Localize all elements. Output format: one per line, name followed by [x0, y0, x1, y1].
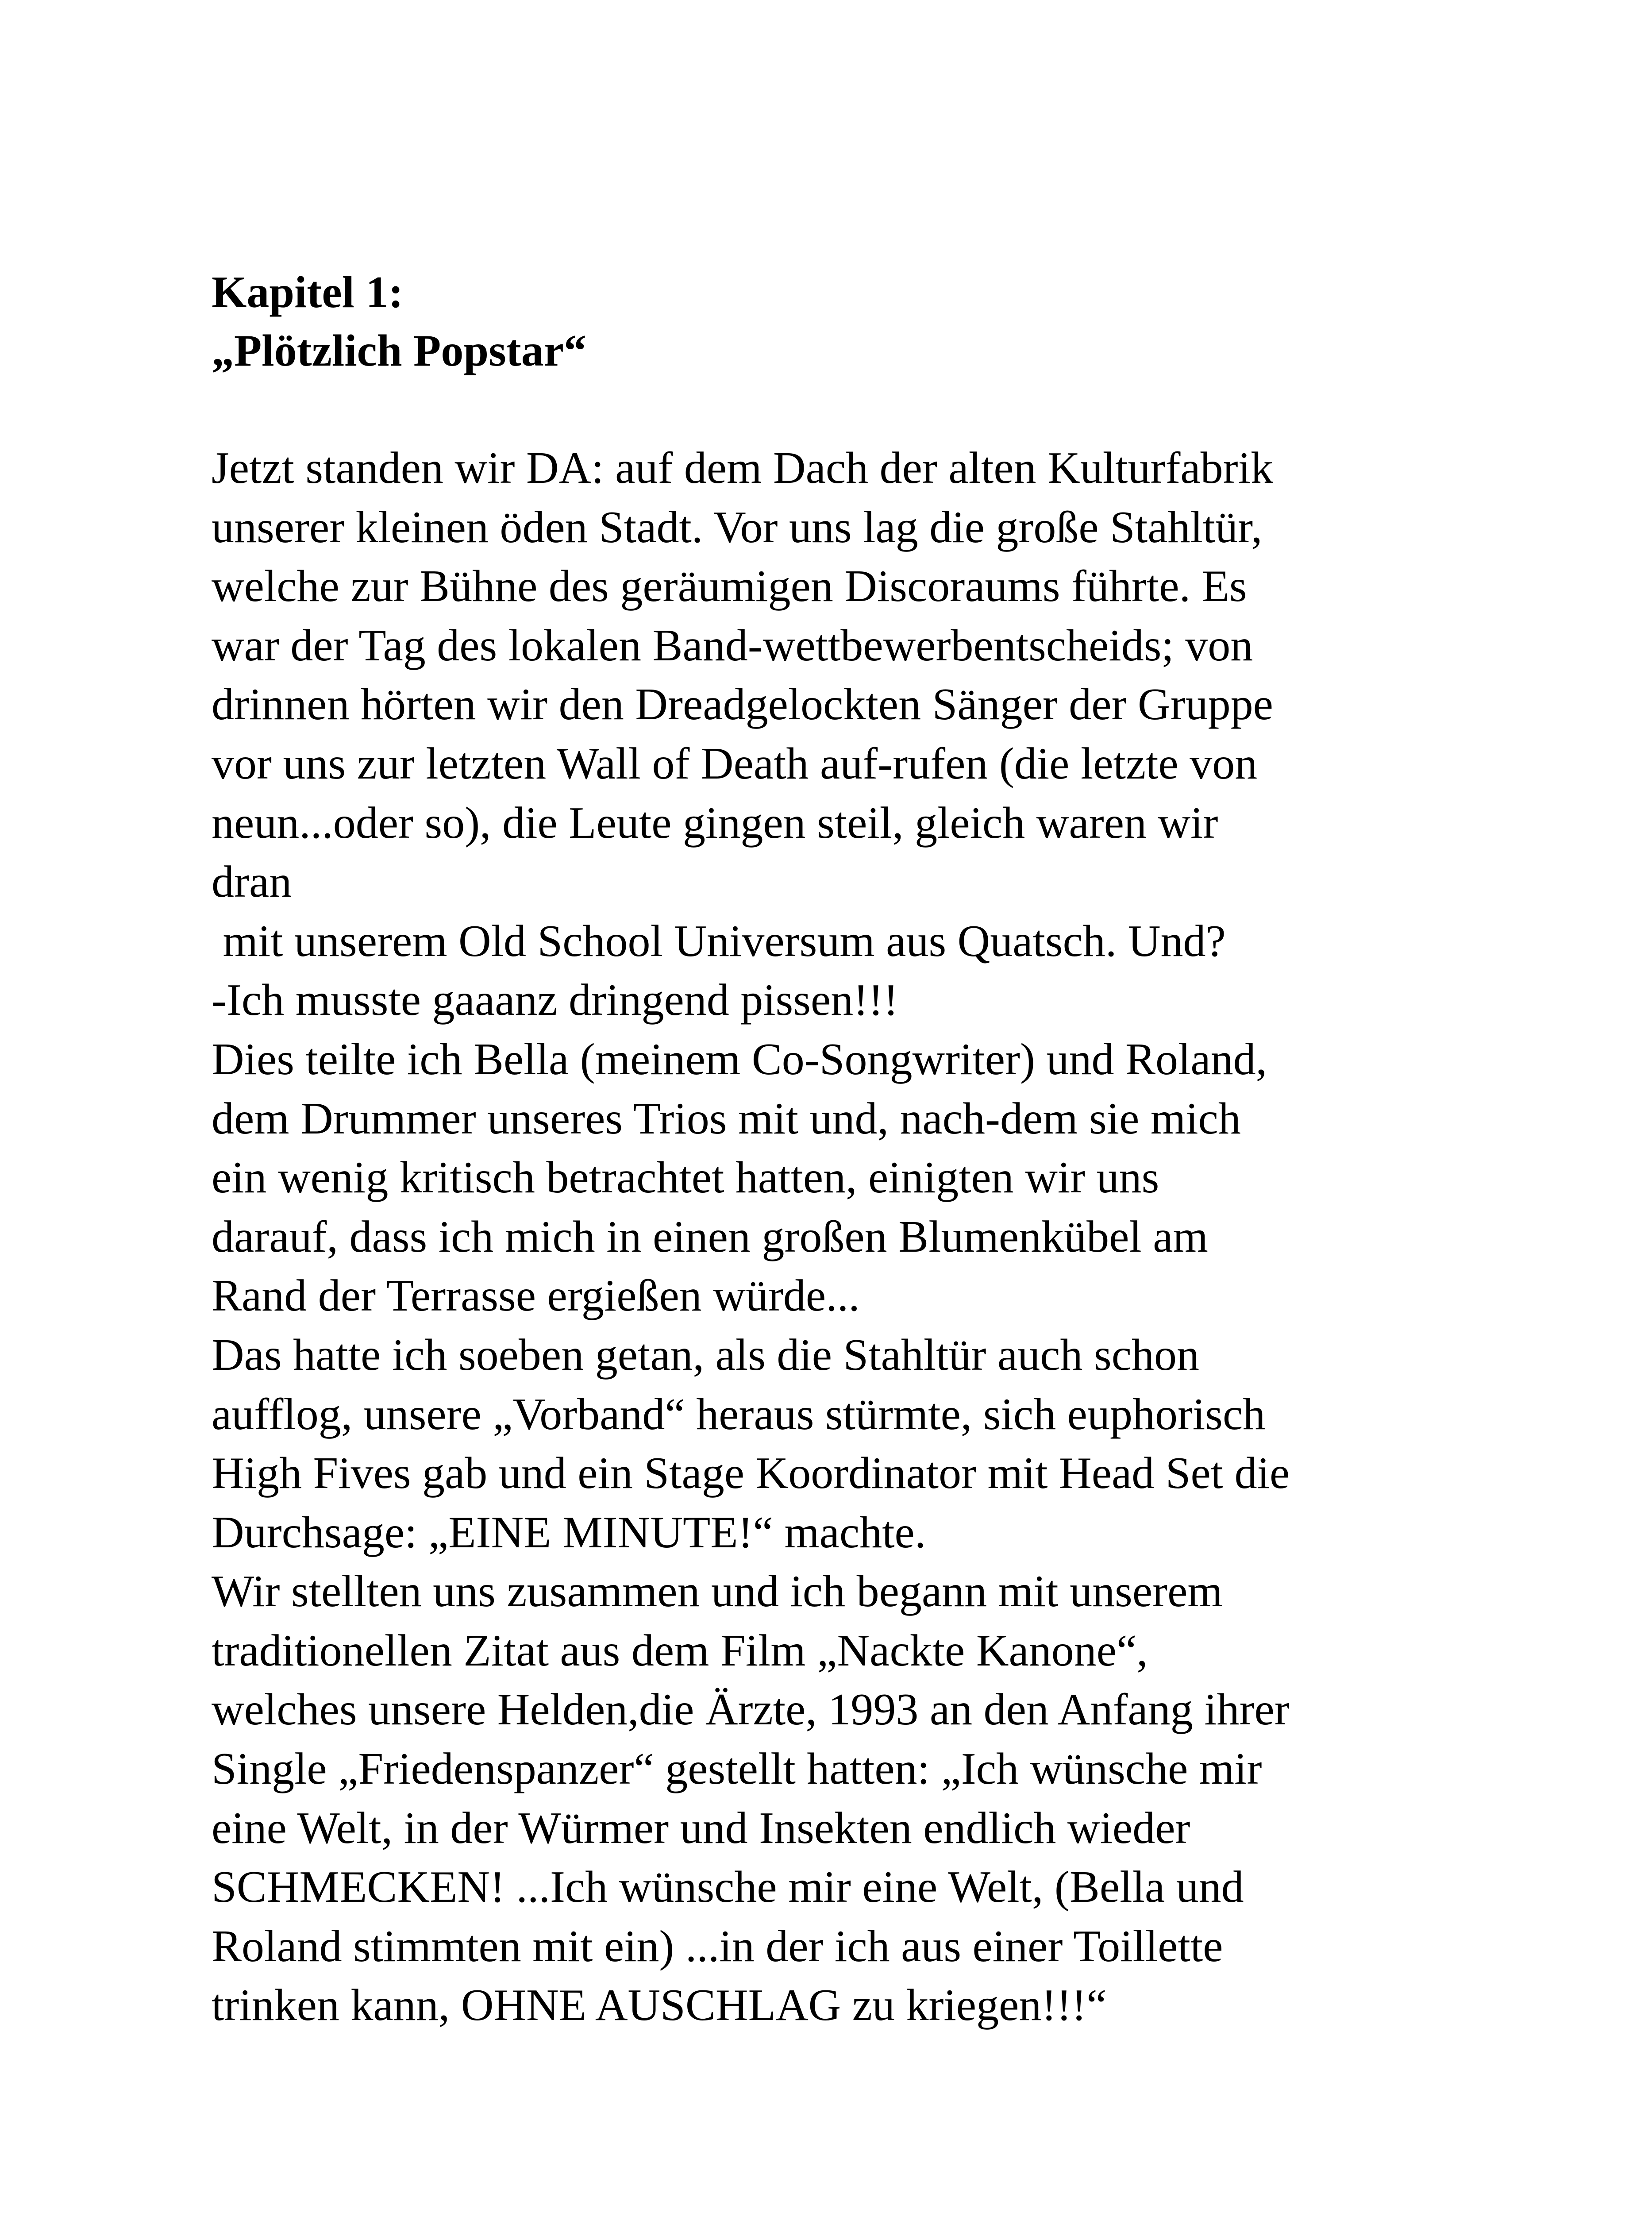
text-line: neun...oder so), die Leute gingen steil, gleich waren wir — [212, 798, 1218, 848]
text-line: ein wenig kritisch betrachtet hatten, einigten wir uns — [212, 1153, 1159, 1203]
text-line: -Ich musste gaaanz dringend pissen!!! — [212, 975, 899, 1026]
text-line: Jetzt standen wir DA: auf dem Dach der alten Kulturfabrik — [212, 443, 1273, 493]
text-line: Dies teilte ich Bella (meinem Co-Songwriter) und Roland, — [212, 1034, 1267, 1084]
text-line: welche zur Bühne des geräumigen Discoraums führte. Es — [212, 561, 1247, 612]
text-line: aufflog, unsere „Vorband“ heraus stürmte, sich euphorisch — [212, 1389, 1266, 1439]
text-line: Durchsage: „EINE MINUTE!“ machte. — [212, 1507, 926, 1558]
text-line: Wir stellten uns zusammen und ich begann mit unserem — [212, 1566, 1223, 1617]
text-line: eine Welt, in der Würmer und Insekten endlich wieder — [212, 1803, 1190, 1853]
text-line: Das hatte ich soeben getan, als die Stahltür auch schon — [212, 1330, 1199, 1380]
page-content — [212, 263, 1561, 2035]
chapter-heading — [212, 263, 1561, 380]
text-line: war der Tag des lokalen Band-wettbewerbentscheids; von — [212, 620, 1253, 671]
chapter-title: „Plötzlich Popstar“ — [212, 326, 587, 376]
text-line: Single „Friedenspanzer“ gestellt hatten: „Ich wünsche mir — [212, 1744, 1262, 1794]
text-line: trinken kann, OHNE AUSCHLAG zu kriegen!!!“ — [212, 1980, 1107, 2031]
text-line: vor uns zur letzten Wall of Death auf-rufen (die letzte von — [212, 738, 1258, 789]
text-line: drinnen hörten wir den Dreadgelockten Sänger der Gruppe — [212, 679, 1273, 730]
text-line: mit unserem Old School Universum aus Quatsch. Und? — [212, 916, 1226, 966]
text-line: traditionellen Zitat aus dem Film „Nackte Kanone“, — [212, 1625, 1148, 1676]
text-line: dem Drummer unseres Trios mit und, nach-dem sie mich — [212, 1093, 1241, 1144]
text-line: welches unsere Helden,die Ärzte, 1993 an den Anfang ihrer — [212, 1685, 1290, 1735]
text-line: SCHMECKEN! ...Ich wünsche mir eine Welt, (Bella und — [212, 1862, 1244, 1912]
text-line: Rand der Terrasse ergießen würde... — [212, 1271, 860, 1321]
chapter-number: Kapitel 1: — [212, 267, 404, 317]
text-line: unserer kleinen öden Stadt. Vor uns lag die große Stahltür, — [212, 502, 1263, 552]
text-line: Roland stimmten mit ein) ...in der ich aus einer Toillette — [212, 1921, 1223, 1971]
text-line: dran — [212, 857, 292, 907]
text-line: darauf, dass ich mich in einen großen Blumenkübel am — [212, 1211, 1208, 1262]
text-line: High Fives gab und ein Stage Koordinator mit Head Set die — [212, 1448, 1290, 1499]
chapter-body — [212, 439, 1561, 2035]
heading-spacer — [212, 380, 1561, 439]
